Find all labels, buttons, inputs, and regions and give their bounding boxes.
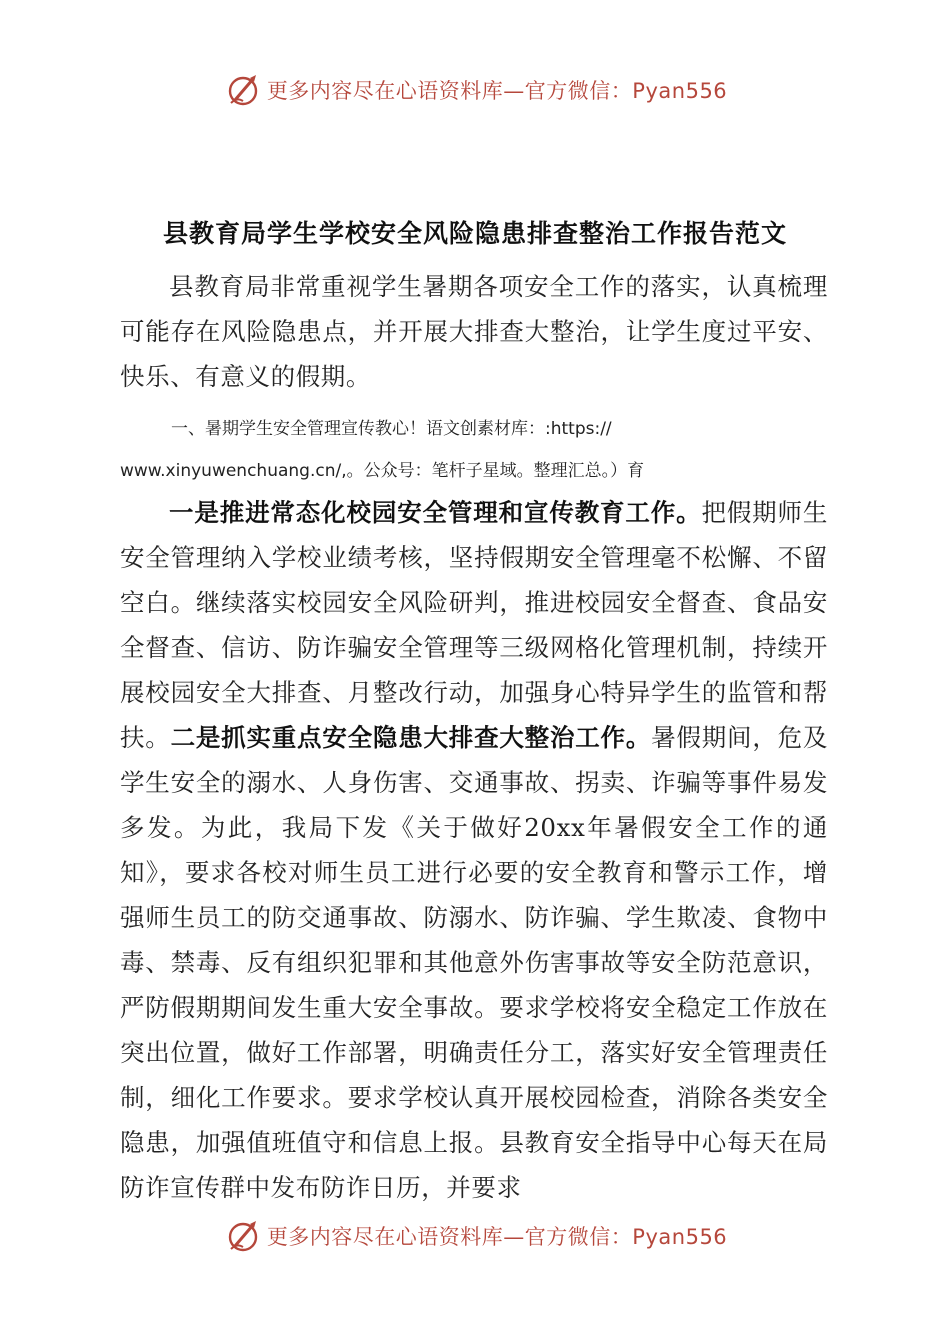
watermark-banner-top bbox=[0, 68, 950, 112]
pen-circle-logo-icon bbox=[223, 1216, 263, 1256]
pen-circle-logo-icon bbox=[223, 70, 263, 110]
bold-lead-2: 二是抓实重点安全隐患大排查大整治工作。 bbox=[170, 723, 652, 752]
document-title: 县教育局学生学校安全风险隐患排查整治工作报告范文 bbox=[162, 219, 787, 248]
watermark-text: 更多内容尽在心语资料库—官方微信：Pyan556 bbox=[266, 79, 728, 103]
section-heading-line-1: 一、暑期学生安全管理宣传教心！语文创素材库：:https:// bbox=[171, 419, 612, 439]
watermark-text: 更多内容尽在心语资料库—官方微信：Pyan556 bbox=[266, 1225, 728, 1249]
body-text-1: 把假期师生安全管理纳入学校业绩考核，坚持假期安全管理毫不松懈、不留空白。继续落实校园安全风险研判，推进校园安全督查、食品安全督查、信访、防诈骗安全管理等三级网格化管理机制，持续开展校园安全大排查、月整改行动，加强身心特异学生的监管和帮扶。 bbox=[120, 498, 828, 752]
section-heading-line-2: www.xinyuwenchuang.cn/,。公众号：笔杆子星域。整理汇总。）育 bbox=[120, 461, 645, 481]
watermark-banner-bottom bbox=[0, 1214, 950, 1258]
body-paragraph bbox=[120, 490, 828, 1210]
bold-lead-1: 一是推进常态化校园安全管理和宣传教育工作。 bbox=[169, 498, 702, 527]
intro-paragraph: 县教育局非常重视学生暑期各项安全工作的落实，认真梳理可能存在风险隐患点，并开展大排查大整治，让学生度过平安、快乐、有意义的假期。 bbox=[120, 272, 828, 391]
section-heading bbox=[120, 408, 840, 492]
body-text-2: 暑假期间，危及学生安全的溺水、人身伤害、交通事故、拐卖、诈骗等事件易发多发。为此，我局下发《关于做好20xx年暑假安全工作的通知》，要求各校对师生员工进行必要的安全教育和警示工作，增强师生员工的防交通事故、防溺水、防诈骗、学生欺凌、食物中毒、禁毒、反有组织犯罪和其他意外伤害事故等安全防范意识，严防假期期间发生重大安全事故。要求学校将安全稳定工作放在突出位置，做好工作部署，明确责任分工，落实好安全管理责任制，细化工作要求。要求学校认真开展校园检查，消除各类安全隐患，加强值班值守和信息上报。县教育安全指导中心每天在局防诈宣传群中发布防诈日历，并要求 bbox=[120, 723, 829, 1202]
